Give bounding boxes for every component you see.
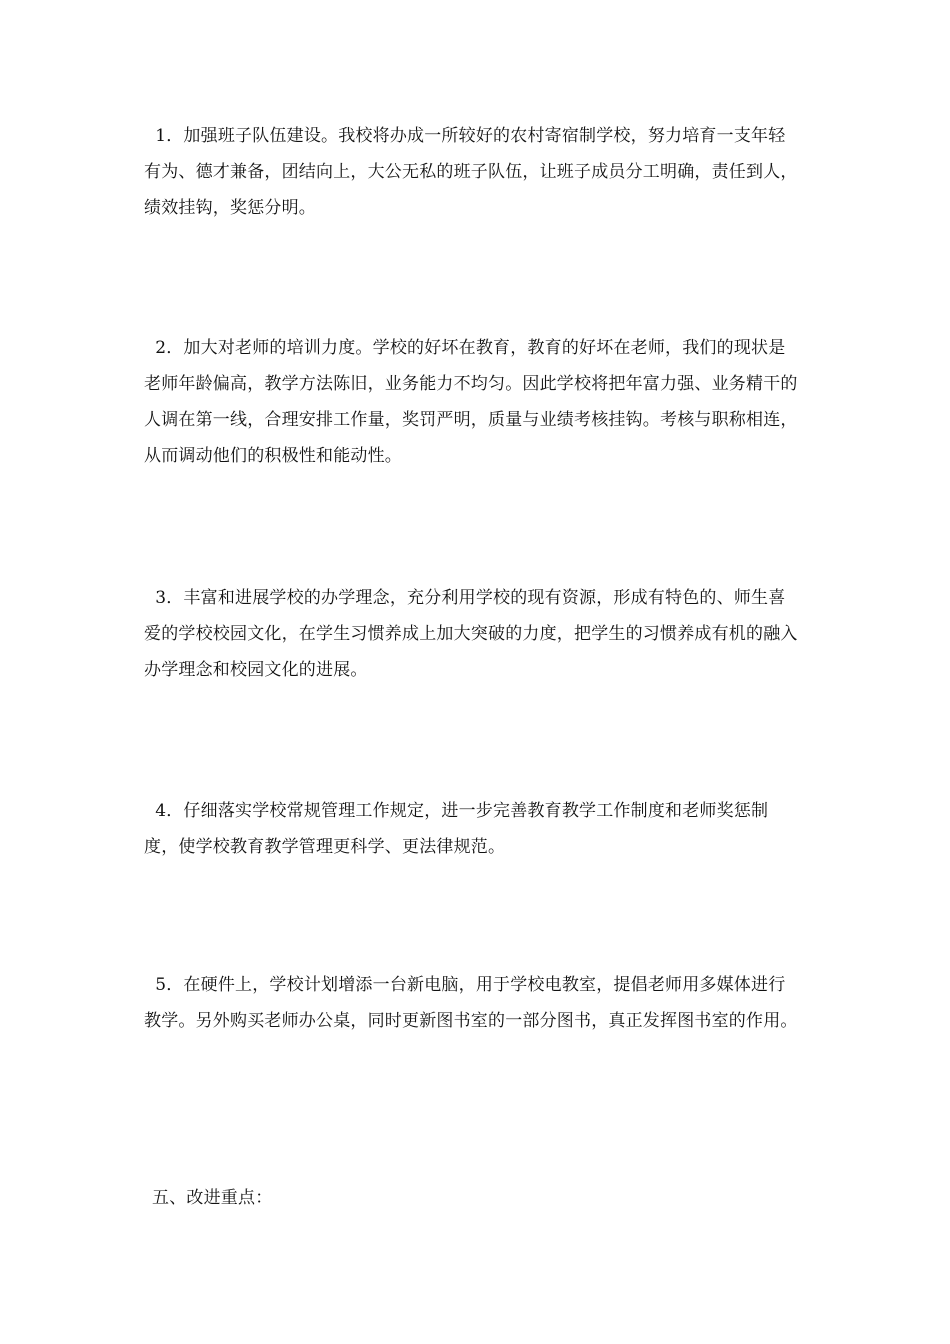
paragraph-5: 5．在硬件上，学校计划增添一台新电脑，用于学校电教室，提倡老师用多媒体进行教学。另外购买老师办公桌，同时更新图书室的一部分图书，真正发挥图书室的作用。 (144, 975, 798, 1031)
paragraph-2: 2．加大对老师的培训力度。学校的好坏在教育，教育的好坏在老师，我们的现状是老师年龄偏高，教学方法陈旧，业务能力不均匀。因此学校将把年富力强、业务精干的人调在第一线，合理安排工作量，奖罚严明，质量与业绩考核挂钩。考核与职称相连，从而调动他们的积极性和能动性。 (144, 338, 798, 466)
section-heading: 五、改进重点： (152, 1188, 273, 1208)
paragraph-1: 1．加强班子队伍建设。我校将办成一所较好的农村寄宿制学校，努力培育一支年轻有为、德才兼备，团结向上，大公无私的班子队伍，让班子成员分工明确，责任到人，绩效挂钩，奖惩分明。 (144, 126, 798, 218)
paragraph-3: 3．丰富和进展学校的办学理念，充分利用学校的现有资源，形成有特色的、师生喜爱的学校校园文化，在学生习惯养成上加大突破的力度，把学生的习惯养成有机的融入办学理念和校园文化的进展。 (144, 588, 798, 680)
paragraph-4: 4．仔细落实学校常规管理工作规定，进一步完善教育教学工作制度和老师奖惩制度，使学校教育教学管理更科学、更法律规范。 (144, 801, 769, 857)
